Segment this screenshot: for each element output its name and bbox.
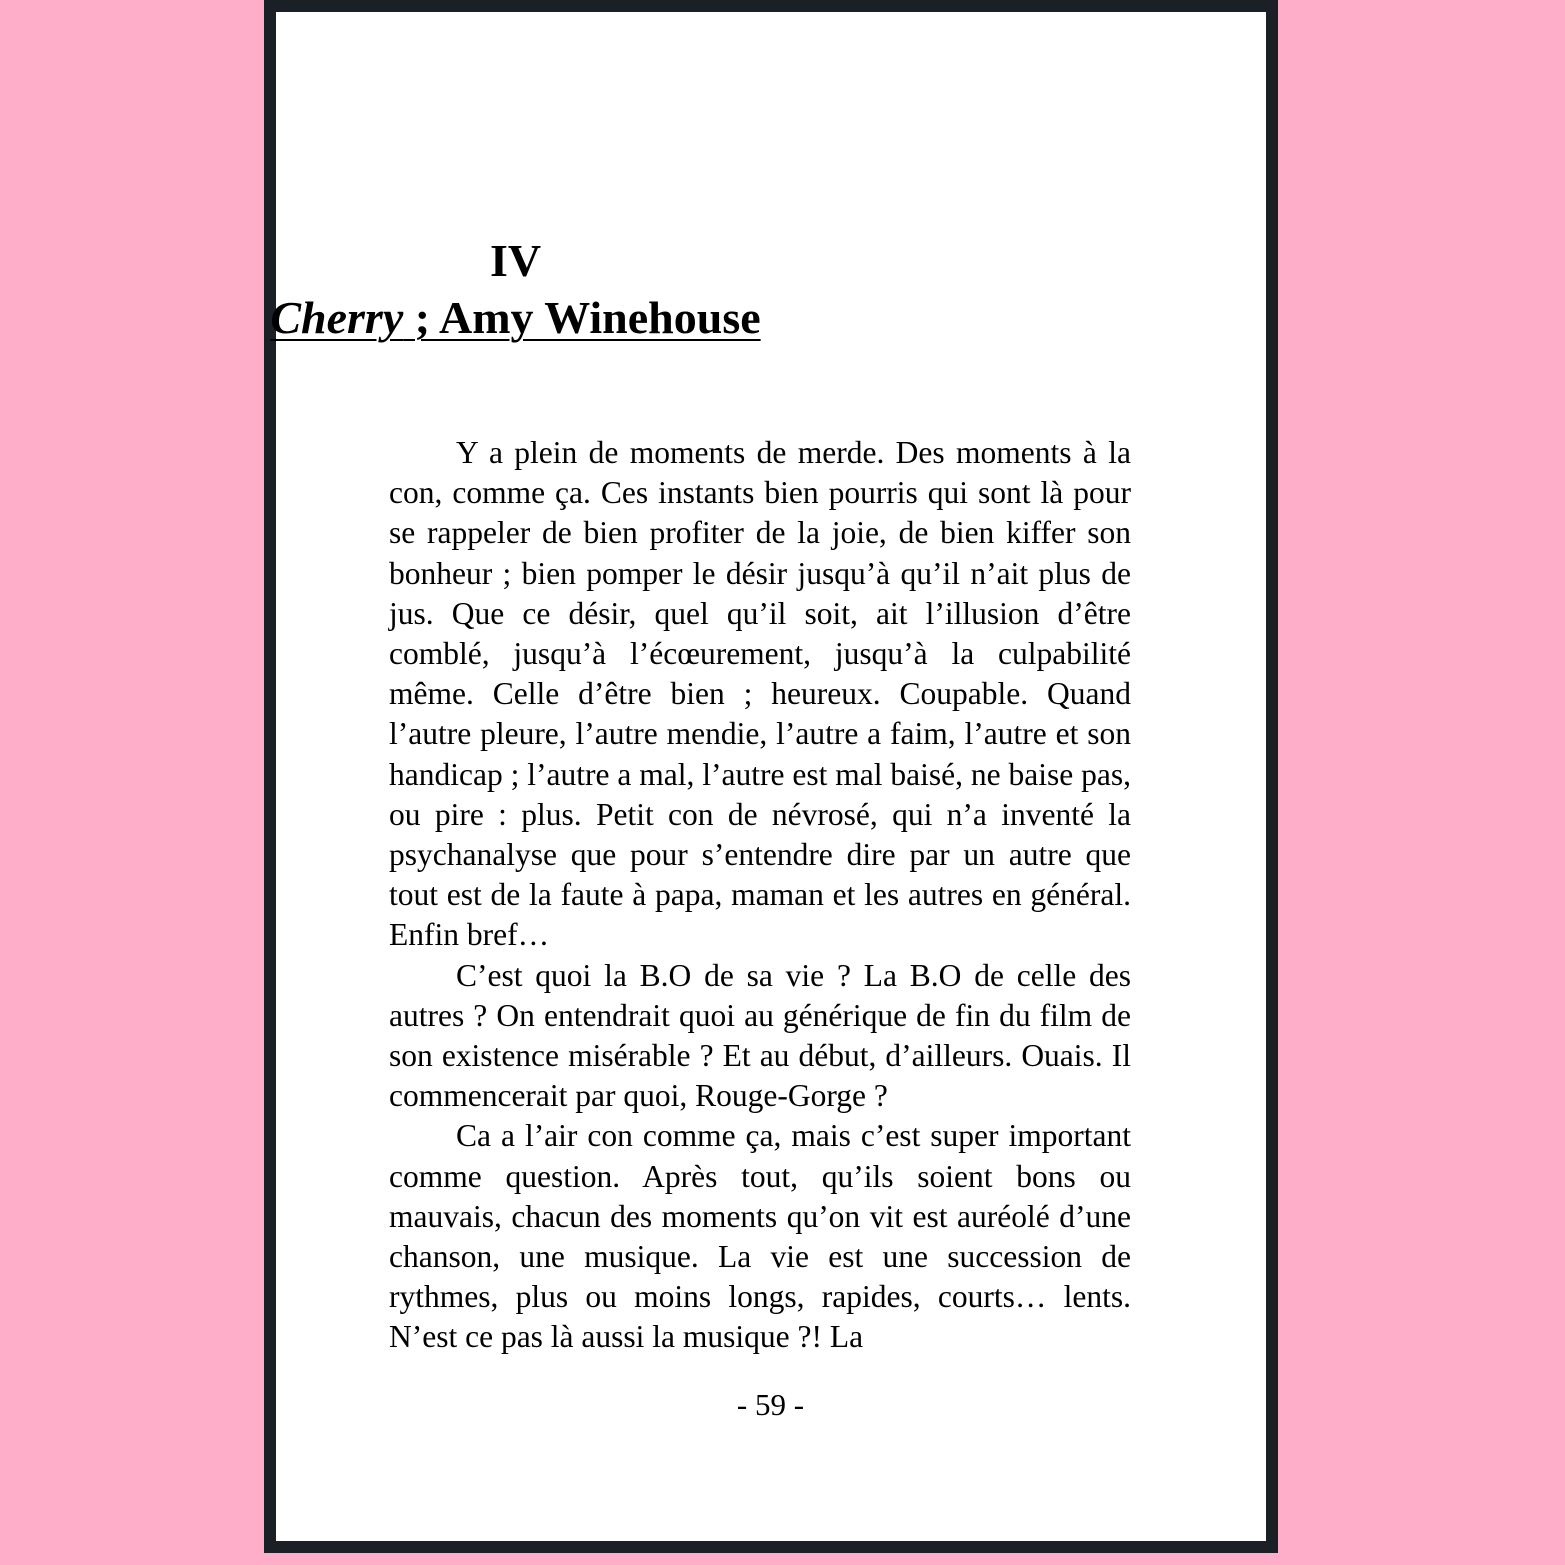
paragraph-1: Y a plein de moments de merde. Des moments à la con, comme ça. Ces instants bien pourris qui sont là pour se rappeler de bien profiter de la joie, de bien kiffer son bonheur ; bien pomper le désir jusqu’à qu’il n’ait plus de jus. Que ce désir, quel qu’il soit, ait l’illusion d’être comblé, jusqu’à l’écœurement, jusqu’à la culpabilité même. Celle d’être bien ; heureux. Coupable. Quand l’autre pleure, l’autre mendie, l’autre a faim, l’autre et son handicap ; l’autre a mal, l’autre est mal baisé, ne baise pas, ou pire : plus. Petit con de névrosé, qui n’a inventé la psychanalyse que pour s’entendre dire par un autre que tout est de la faute à papa, maman et les autres en général. Enfin bref… bbox=[389, 435, 1131, 953]
artist-name: Amy Winehouse bbox=[439, 292, 761, 343]
title-separator: ; bbox=[403, 292, 440, 343]
chapter-title bbox=[0, 289, 1031, 347]
chapter-title-underlined bbox=[270, 292, 760, 343]
chapter-number: IV bbox=[489, 235, 542, 286]
page-number: - 59 - bbox=[736, 1387, 805, 1422]
song-title: Cherry bbox=[270, 292, 404, 343]
paragraph-2: C’est quoi la B.O de sa vie ? La B.O de celle des autres ? On entendrait quoi au générique de fin du film de son existence misérable ? Et au début, d’ailleurs. Ouais. Il commencerait par quoi, Rouge-Gorge ? bbox=[389, 957, 1131, 1114]
chapter-body bbox=[389, 433, 1131, 1358]
paragraph-3: Ca a l’air con comme ça, mais c’est super important comme question. Après tout, qu’ils soient bons ou mauvais, chacun des moments qu’on vit est auréolé d’une chanson, une musique. La vie est une succession de rythmes, plus ou moins longs, rapides, courts… lents. N’est ce pas là aussi la musique ?! La bbox=[389, 1118, 1131, 1355]
